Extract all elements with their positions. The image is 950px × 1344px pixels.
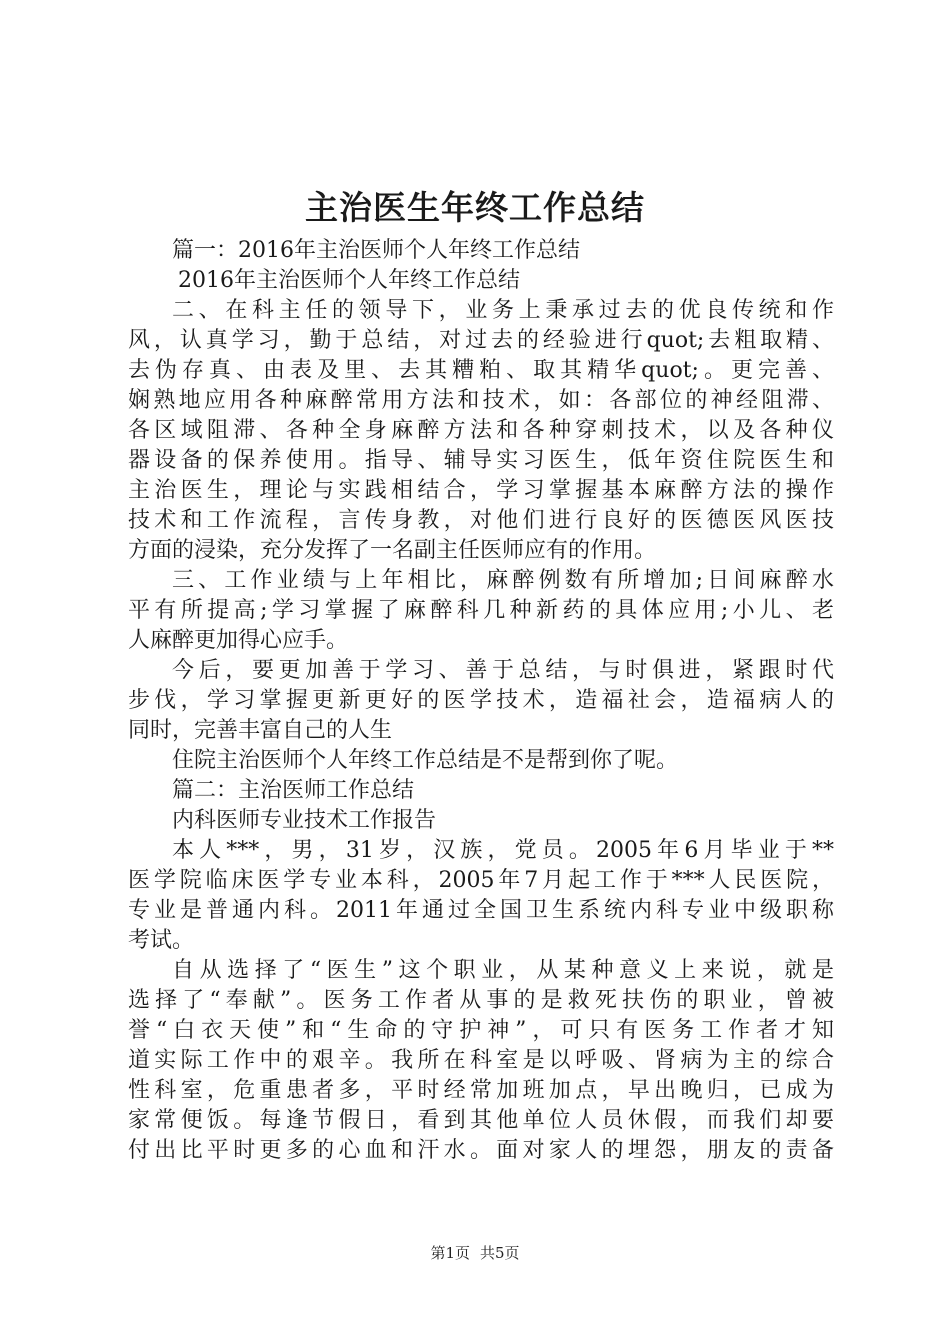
- text-line: 选择了“奉献”。医务工作者从事的是救死扶伤的职业，曾被: [128, 988, 834, 1013]
- text-line: 器设备的保养使用。指导、辅导实习医生，低年资住院医生和: [128, 448, 834, 473]
- text-line: 住院主治医师个人年终工作总结是不是帮到你了呢。: [172, 748, 679, 773]
- text-line: 考试。: [128, 928, 195, 953]
- text-line: 篇二：主治医师工作总结: [172, 778, 415, 803]
- text-line: 篇一：2016年主治医师个人年终工作总结: [172, 238, 580, 263]
- text-line: 家常便饭。每逢节假日，看到其他单位人员休假，而我们却要: [128, 1108, 834, 1133]
- text-line: 医学院临床医学专业本科，2005年7月起工作于***人民医院，: [128, 868, 834, 893]
- text-line: 同时，完善丰富自己的人生: [128, 718, 393, 743]
- text-line: 娴熟地应用各种麻醉常用方法和技术，如：各部位的神经阻滞、: [128, 388, 834, 413]
- text-line: 二、在科主任的领导下，业务上秉承过去的优良传统和作: [172, 298, 834, 323]
- text-line: 去伪存真、由表及里、去其糟粕、取其精华quot;。更完善、: [128, 358, 834, 383]
- page-total: 共5页: [480, 1244, 520, 1262]
- text-line: 誉“白衣天使”和“生命的守护神”，可只有医务工作者才知: [128, 1018, 834, 1043]
- text-line: 各区域阻滞、各种全身麻醉方法和各种穿刺技术，以及各种仪: [128, 418, 834, 443]
- page-footer: [0, 1243, 950, 1263]
- text-line: 2016年主治医师个人年终工作总结: [178, 268, 520, 293]
- text-line: 主治医生，理论与实践相结合，学习掌握基本麻醉方法的操作: [128, 478, 834, 503]
- document-body: [128, 236, 834, 1166]
- text-line: 自从选择了“医生”这个职业，从某种意义上来说，就是: [172, 958, 834, 983]
- text-line: 步伐，学习掌握更新更好的医学技术，造福社会，造福病人的: [128, 688, 834, 713]
- text-line: 付出比平时更多的心血和汗水。面对家人的埋怨，朋友的责备: [128, 1138, 834, 1163]
- text-line: 性科室，危重患者多，平时经常加班加点，早出晚归，已成为: [128, 1078, 834, 1103]
- text-line: 今后，要更加善于学习、善于总结，与时俱进，紧跟时代: [172, 658, 834, 683]
- text-line: 方面的浸染，充分发挥了一名副主任医师应有的作用。: [128, 538, 657, 563]
- text-line: 平有所提高;学习掌握了麻醉科几种新药的具体应用;小儿、老: [128, 598, 834, 623]
- text-line: 三、工作业绩与上年相比，麻醉例数有所增加;日间麻醉水: [172, 568, 834, 593]
- text-line: 道实际工作中的艰辛。我所在科室是以呼吸、肾病为主的综合: [128, 1048, 834, 1073]
- text-line: 专业是普通内科。2011年通过全国卫生系统内科专业中级职称: [128, 898, 834, 923]
- text-line: 技术和工作流程，言传身教，对他们进行良好的医德医风医技: [128, 508, 834, 533]
- text-line: 风，认真学习，勤于总结，对过去的经验进行quot;去粗取精、: [128, 328, 834, 353]
- document-title: 主治医生年终工作总结: [305, 188, 645, 227]
- page-number: 第1页: [430, 1244, 470, 1262]
- text-line: 人麻醉更加得心应手。: [128, 628, 349, 653]
- text-line: 内科医师专业技术工作报告: [172, 808, 437, 833]
- text-line: 本人***，男，31岁，汉族，党员。2005年6月毕业于**: [172, 838, 834, 863]
